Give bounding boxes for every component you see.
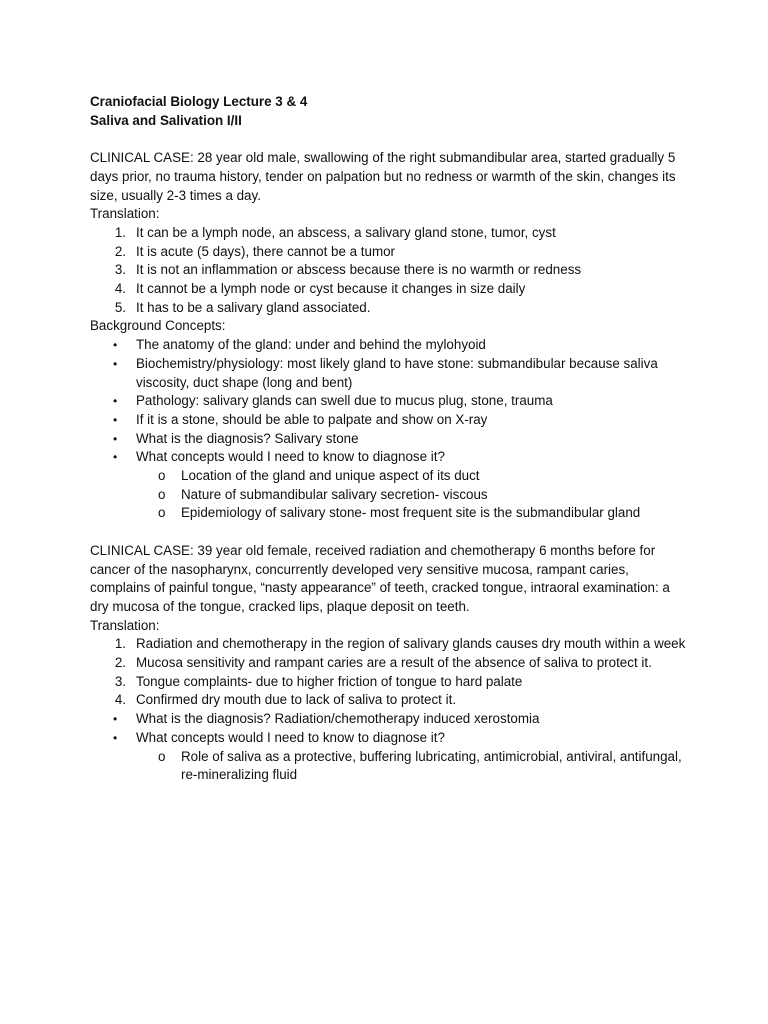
list-item	[90, 673, 690, 692]
list-item-text: It cannot be a lymph node or cyst because it changes in size daily	[136, 281, 526, 297]
sub-bullet-text: Nature of submandibular salivary secretion- viscous	[181, 486, 488, 502]
list-item-text: It is acute (5 days), there cannot be a tumor	[136, 243, 396, 259]
document-page	[90, 93, 690, 785]
circle-bullet-icon: o	[158, 505, 166, 521]
circle-bullet-icon: o	[158, 468, 166, 484]
sub-bullet-text: Role of saliva as a protective, buffering lubricating, antimicrobial, antiviral, antifungal, re-mineralizing fluid	[181, 748, 682, 783]
bullet-item	[90, 710, 690, 729]
sub-bullet-text: Location of the gland and unique aspect of its duct	[181, 468, 480, 484]
bullet-item	[90, 411, 690, 430]
bullet-text: Biochemistry/physiology: most likely gland to have stone: submandibular because saliva viscosity, duct shape (long and bent)	[136, 355, 658, 390]
bullet-icon: •	[113, 431, 118, 446]
list-item	[90, 261, 690, 280]
case1-translation-list	[90, 224, 690, 318]
bullet-item	[90, 448, 690, 467]
list-number: 2.	[114, 655, 126, 671]
sub-bullet-item	[90, 467, 690, 486]
case1-intro: CLINICAL CASE: 28 year old male, swallowing of the right submandibular area, started gradually 5 days prior, no trauma history, tender on palpation but no redness or warmth of the skin, changes its size, usually 2-3 times a day.	[90, 150, 676, 203]
case2-bullet-list	[90, 710, 690, 747]
list-item-text: It has to be a salivary gland associated.	[136, 299, 371, 315]
bullet-icon: •	[113, 450, 118, 465]
list-number: 4.	[114, 692, 126, 708]
list-item	[90, 224, 690, 243]
bullet-text: What concepts would I need to know to diagnose it?	[136, 449, 445, 465]
spacer	[90, 523, 690, 542]
bullet-icon: •	[113, 412, 118, 427]
bullet-text: If it is a stone, should be able to palpate and show on X-ray	[136, 411, 488, 427]
bullet-icon: •	[113, 730, 118, 745]
bullet-text: What is the diagnosis? Radiation/chemotherapy induced xerostomia	[136, 711, 540, 727]
bullet-icon: •	[113, 712, 118, 727]
case2-translation-list	[90, 635, 690, 710]
case1-sub-bullet-list	[90, 467, 690, 523]
list-item-text: It can be a lymph node, an abscess, a salivary gland stone, tumor, cyst	[136, 224, 556, 240]
case1-translation-label: Translation:	[90, 206, 160, 222]
bullet-item	[90, 392, 690, 411]
document-subtitle: Saliva and Salivation I/II	[90, 112, 242, 128]
bullet-item	[90, 729, 690, 748]
case1-bullet-list	[90, 336, 690, 467]
spacer	[90, 130, 690, 149]
list-item-text: Confirmed dry mouth due to lack of saliva to protect it.	[136, 692, 457, 708]
bullet-text: What concepts would I need to know to diagnose it?	[136, 729, 445, 745]
sub-bullet-text: Epidemiology of salivary stone- most frequent site is the submandibular gland	[181, 505, 641, 521]
case2-intro: CLINICAL CASE: 39 year old female, received radiation and chemotherapy 6 months before for cancer of the nasopharynx, concurrently developed very sensitive mucosa, rampant caries, complains of painful tongue, “nasty appearance” of teeth, cracked tongue, intraoral examination: a dry mucosa of the tongue, cracked lips, plaque deposit on teeth.	[90, 542, 670, 614]
sub-bullet-item	[90, 486, 690, 505]
case2-translation-label: Translation:	[90, 617, 160, 633]
bullet-icon: •	[113, 394, 118, 409]
list-number: 5.	[114, 299, 126, 315]
sub-bullet-item	[90, 504, 690, 523]
circle-bullet-icon: o	[158, 486, 166, 502]
list-item	[90, 243, 690, 262]
list-item	[90, 691, 690, 710]
bullet-item	[90, 355, 690, 392]
case1-background-label: Background Concepts:	[90, 318, 226, 334]
list-number: 3.	[114, 673, 126, 689]
document-title: Craniofacial Biology Lecture 3 & 4	[90, 94, 308, 109]
bullet-icon: •	[113, 356, 118, 371]
list-item	[90, 654, 690, 673]
bullet-item	[90, 336, 690, 355]
list-number: 3.	[114, 262, 126, 278]
list-number: 4.	[114, 281, 126, 297]
list-number: 1.	[114, 224, 126, 240]
list-item	[90, 280, 690, 299]
circle-bullet-icon: o	[158, 748, 166, 764]
list-item-text: Radiation and chemotherapy in the region of salivary glands causes dry mouth within a week	[136, 636, 686, 652]
list-item-text: It is not an inflammation or abscess because there is no warmth or redness	[136, 262, 582, 278]
sub-bullet-item	[90, 748, 690, 785]
list-item	[90, 299, 690, 318]
list-number: 2.	[114, 243, 126, 259]
list-number: 1.	[114, 636, 126, 652]
bullet-text: The anatomy of the gland: under and behind the mylohyoid	[136, 337, 486, 353]
list-item	[90, 635, 690, 654]
case2-sub-bullet-list	[90, 748, 690, 785]
bullet-icon: •	[113, 338, 118, 353]
list-item-text: Tongue complaints- due to higher friction of tongue to hard palate	[136, 673, 523, 689]
list-item-text: Mucosa sensitivity and rampant caries are a result of the absence of saliva to protect it.	[136, 655, 652, 671]
bullet-item	[90, 430, 690, 449]
bullet-text: What is the diagnosis? Salivary stone	[136, 430, 359, 446]
bullet-text: Pathology: salivary glands can swell due to mucus plug, stone, trauma	[136, 393, 553, 409]
